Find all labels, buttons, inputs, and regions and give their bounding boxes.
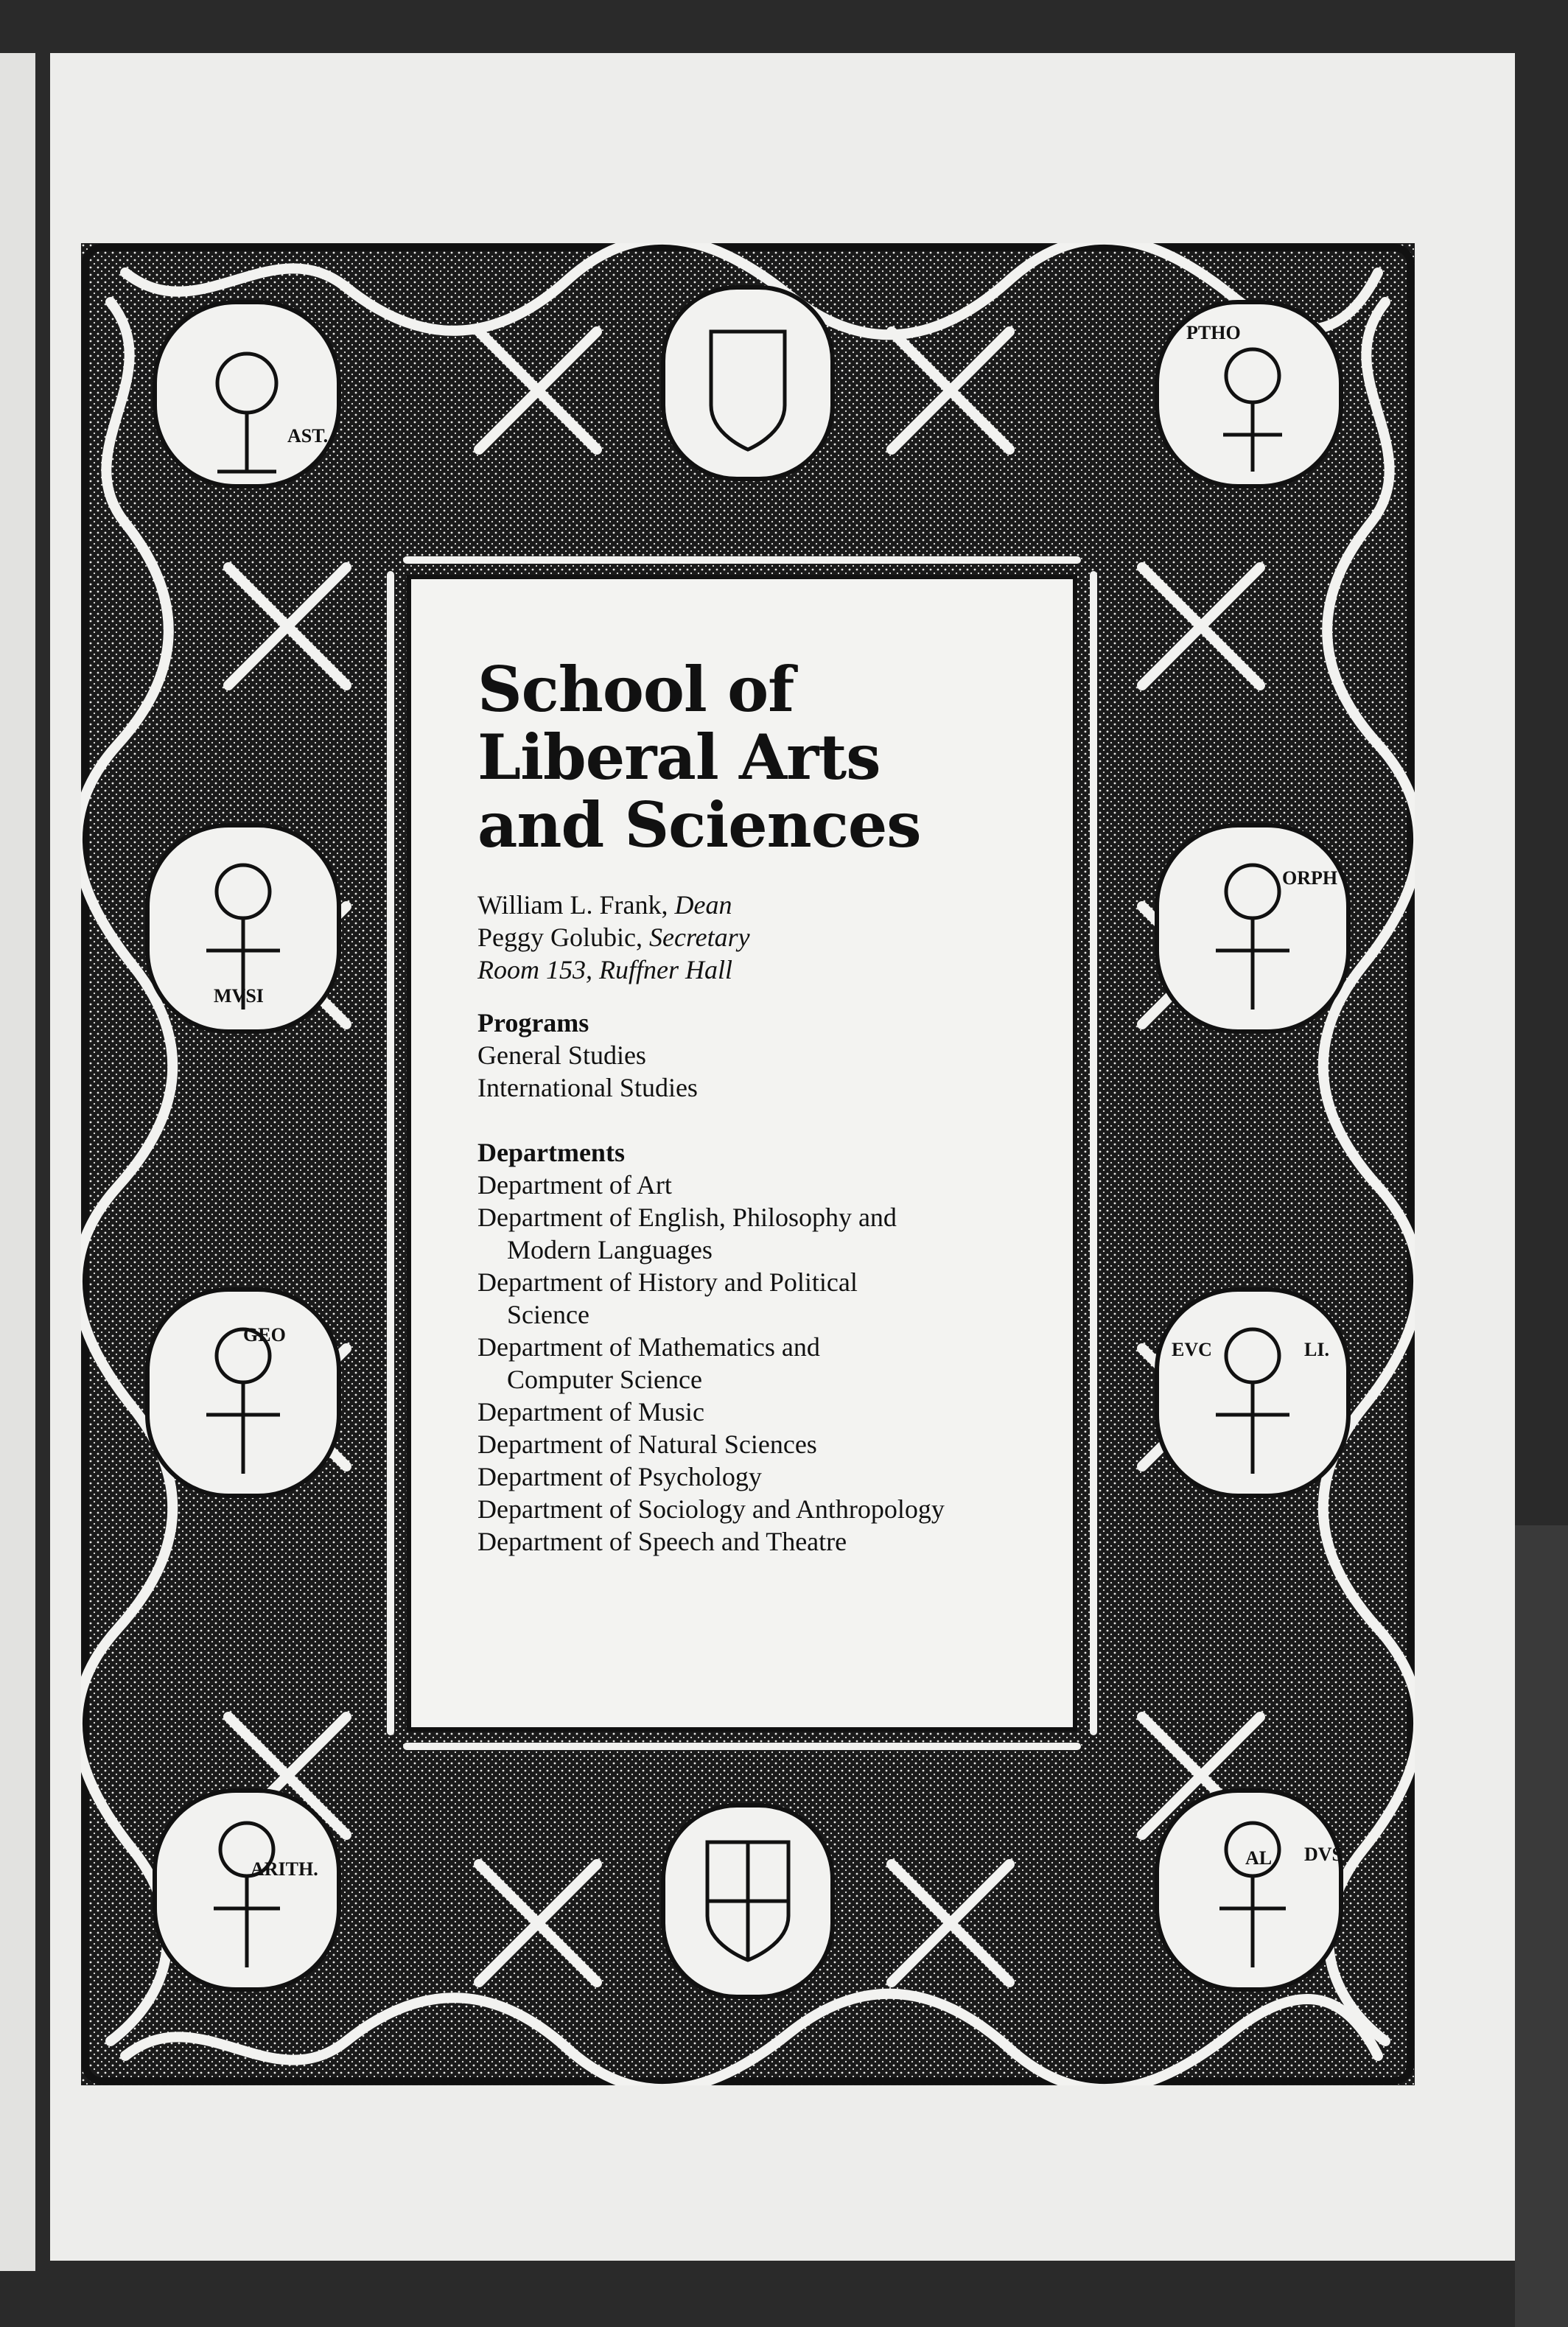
- department-item: Department of Mathematics and: [477, 1332, 820, 1362]
- label-mvsi: MVSI: [214, 985, 264, 1007]
- dean-line: [477, 889, 1052, 921]
- dean-name: William L. Frank,: [477, 890, 668, 920]
- department-item: Department of Sociology and Anthropology: [477, 1494, 945, 1524]
- department-item-continued: Science: [507, 1300, 589, 1329]
- department-item: Department of History and Political: [477, 1267, 858, 1297]
- title-line-2: Liberal Arts: [477, 721, 881, 794]
- department-item: Department of Natural Sciences: [477, 1430, 817, 1459]
- department-item: Department of Music: [477, 1397, 704, 1427]
- title-line-1: School of: [477, 653, 794, 726]
- label-al: AL: [1245, 1847, 1273, 1869]
- secretary-line: [477, 921, 1052, 953]
- main-content: [477, 653, 1052, 1558]
- programs-heading: Programs: [477, 1008, 589, 1037]
- program-item: International Studies: [477, 1073, 698, 1102]
- office-location: Room 153, Ruffner Hall: [477, 955, 732, 984]
- secretary-title: Secretary: [648, 923, 750, 952]
- secretary-name: Peggy Golubic,: [477, 923, 643, 952]
- title-line-3: and Sciences: [477, 788, 921, 861]
- label-ast: AST.: [287, 425, 329, 447]
- label-ptho: PTHO: [1186, 322, 1241, 343]
- label-evc: EVC: [1172, 1339, 1212, 1360]
- department-item: Department of Psychology: [477, 1462, 762, 1491]
- label-arith: ARITH.: [251, 1858, 318, 1880]
- department-item: Department of English, Philosophy and: [477, 1203, 897, 1232]
- left-page-edge: [0, 53, 35, 2271]
- department-item-continued: Computer Science: [507, 1365, 702, 1394]
- label-geo: GEO: [243, 1324, 286, 1346]
- dean-title: Dean: [674, 890, 732, 920]
- label-orph: ORPH: [1282, 867, 1338, 889]
- department-item: Department of Art: [477, 1170, 672, 1200]
- label-dvs: DVS: [1304, 1844, 1343, 1865]
- right-page-shadow: [1515, 1525, 1568, 2327]
- department-item-continued: Modern Languages: [507, 1235, 713, 1264]
- page-title: [477, 653, 1052, 861]
- department-item: Department of Speech and Theatre: [477, 1527, 847, 1556]
- departments-heading: Departments: [477, 1138, 625, 1167]
- program-item: General Studies: [477, 1040, 646, 1070]
- label-li: LI.: [1304, 1339, 1329, 1360]
